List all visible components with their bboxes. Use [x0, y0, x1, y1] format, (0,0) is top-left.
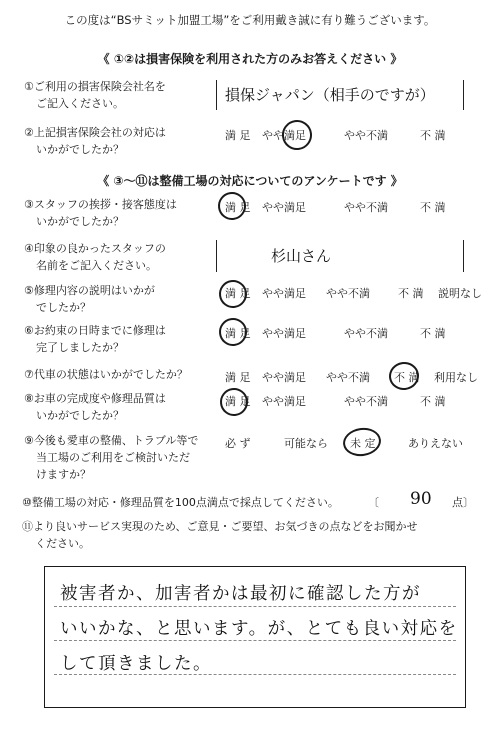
q8-option-satisfied[interactable]: 満 足	[225, 395, 251, 408]
q9-label: ⑨今後も愛車の整備、トラブル等で 当工場のご利用をご検討いただ けますか？	[24, 434, 199, 481]
q2-option-somewhat-dissatisfied[interactable]: やや不満	[344, 129, 388, 142]
q11-label: ⑪より良いサービス実現のため、ご意見・ご要望、お気づきの点などをお聞かせ ください。	[22, 520, 418, 550]
q6-selected-mark	[217, 316, 249, 348]
q2-selected-mark	[280, 118, 314, 152]
q3-option-somewhat-dissatisfied[interactable]: やや不満	[344, 201, 388, 214]
q7-option-satisfied[interactable]: 満 足	[225, 371, 251, 384]
q7-option-not-used[interactable]: 利用なし	[434, 371, 478, 384]
q1-label: ①ご利用の損害保険会社名を ご記入ください。	[24, 80, 166, 110]
q2-option-somewhat-satisfied[interactable]: やや満足	[262, 129, 306, 142]
q9-option-if-possible[interactable]: 可能なら	[284, 437, 328, 450]
q10-label: ⑩整備工場の対応・修理品質を100点満点で採点してください。	[22, 496, 339, 509]
q4-answer-text: 杉山さん	[271, 247, 332, 265]
section-heading-insurance: 《 ①②は損害保険を利用された方のみお答えください 》	[97, 52, 403, 66]
q9-option-undecided[interactable]: 未 定	[350, 437, 376, 450]
q8-selected-mark	[218, 386, 250, 418]
q7-option-somewhat-satisfied[interactable]: やや満足	[262, 371, 306, 384]
q3-option-somewhat-satisfied[interactable]: やや満足	[262, 201, 306, 214]
comment-line-1: 被害者か、加害者かは最初に確認した方が	[60, 584, 421, 604]
comment-rule	[54, 606, 456, 607]
q6-option-somewhat-satisfied[interactable]: やや満足	[262, 327, 306, 340]
q1-answer-text: 損保ジャパン（相手のですが）	[225, 86, 435, 104]
q3-selected-mark	[216, 190, 248, 222]
section-heading-workshop: 《 ③〜⑪は整備工場の対応についてのアンケートです 》	[97, 174, 403, 188]
q3-option-dissatisfied[interactable]: 不 満	[420, 201, 446, 214]
q7-option-dissatisfied[interactable]: 不 満	[394, 371, 420, 384]
q5-option-dissatisfied[interactable]: 不 満	[398, 287, 424, 300]
q7-option-somewhat-dissatisfied[interactable]: やや不満	[326, 371, 370, 384]
q10-score-value[interactable]: 90	[410, 489, 432, 509]
q10-bracket-open: 〔	[368, 496, 379, 509]
q6-option-satisfied[interactable]: 満 足	[225, 327, 251, 340]
q5-label: ⑤修理内容の説明はいかが でしたか？	[24, 284, 155, 314]
q4-label: ④印象の良かったスタッフの 名前をご記入ください。	[24, 242, 166, 272]
q6-option-dissatisfied[interactable]: 不 満	[420, 327, 446, 340]
q6-label: ⑥お約束の日時までに修理は 完了しましたか？	[24, 324, 166, 354]
q5-option-satisfied[interactable]: 満 足	[225, 287, 251, 300]
q9-selected-mark	[341, 425, 383, 458]
comment-line-3: して頂きました。	[60, 654, 212, 674]
q7-selected-mark	[387, 360, 421, 392]
comment-rule	[54, 640, 456, 641]
q4-answer-field[interactable]	[216, 240, 464, 272]
q2-label: ②上記損害保険会社の対応は いかがでしたか？	[24, 126, 166, 156]
q8-option-somewhat-dissatisfied[interactable]: やや不満	[344, 395, 388, 408]
q9-option-definitely[interactable]: 必 ず	[225, 437, 251, 450]
q5-selected-mark	[217, 278, 249, 310]
q3-label: ③スタッフの挨拶・接客態度は いかがでしたか？	[24, 198, 177, 228]
q10-score-unit: 点〕	[452, 496, 474, 509]
q8-option-dissatisfied[interactable]: 不 満	[420, 395, 446, 408]
q1-answer-field[interactable]	[216, 80, 464, 110]
q9-option-never[interactable]: ありえない	[408, 437, 463, 450]
q8-label: ⑧お車の完成度や修理品質は いかがでしたか？	[24, 392, 166, 422]
q8-option-somewhat-satisfied[interactable]: やや満足	[262, 395, 306, 408]
q3-option-satisfied[interactable]: 満 足	[225, 201, 251, 214]
q5-option-no-explanation[interactable]: 説明なし	[438, 287, 482, 300]
q7-label: ⑦代車の状態はいかがでしたか？	[24, 368, 188, 381]
q5-option-somewhat-dissatisfied[interactable]: やや不満	[326, 287, 370, 300]
q5-option-somewhat-satisfied[interactable]: やや満足	[262, 287, 306, 300]
q2-option-satisfied[interactable]: 満 足	[225, 129, 251, 142]
q6-option-somewhat-dissatisfied[interactable]: やや不満	[344, 327, 388, 340]
comment-line-2: いいかな、と思います。が、とても良い対応を	[60, 619, 458, 639]
q2-option-dissatisfied[interactable]: 不 満	[420, 129, 446, 142]
survey-intro: この度は“BSサミット加盟工場”をご利用戴き誠に有り難うございます。	[64, 13, 436, 27]
